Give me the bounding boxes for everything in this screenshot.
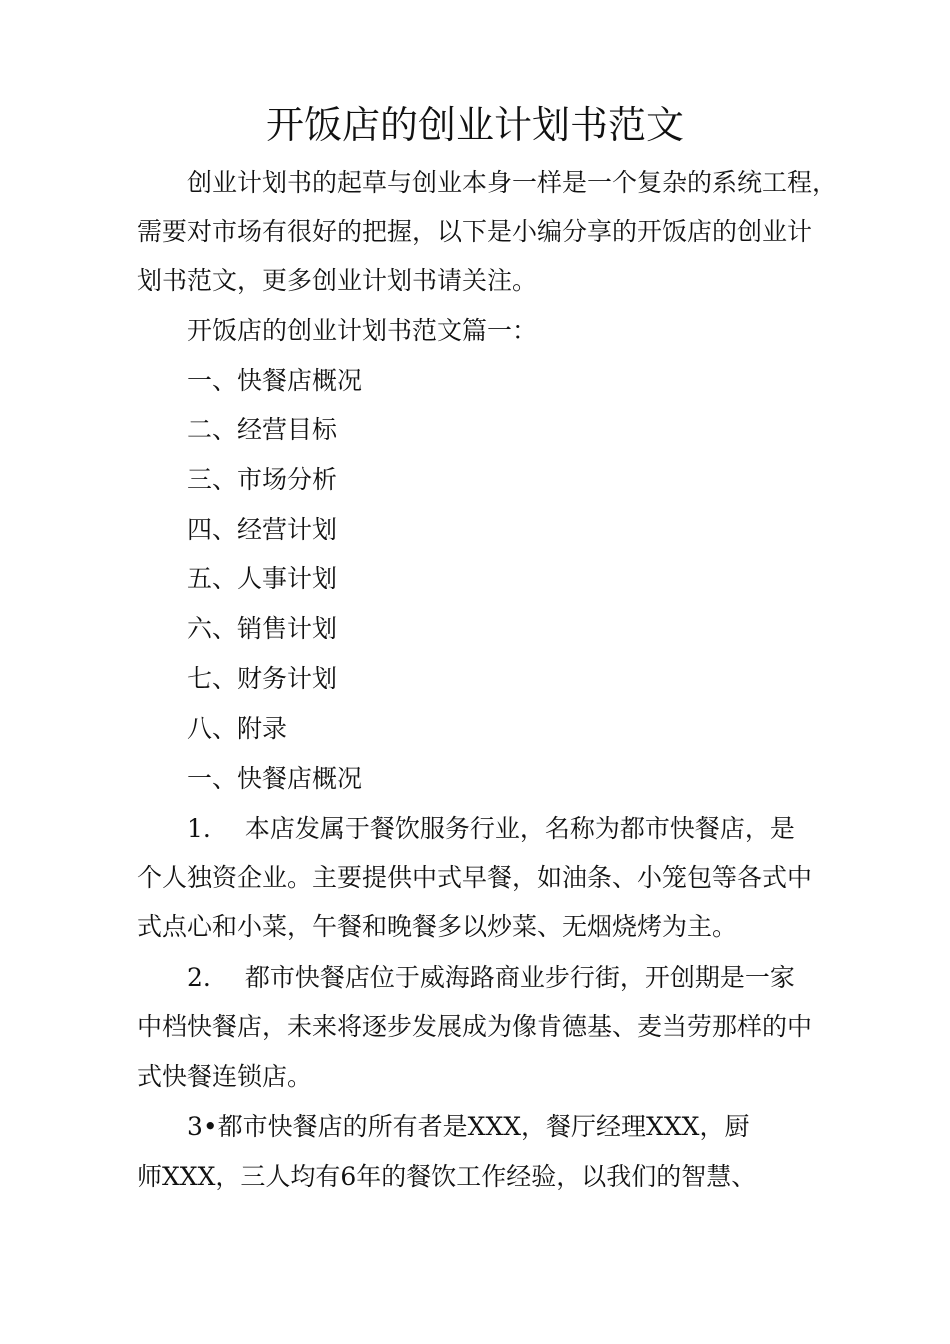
paragraph-line: 创业计划书的起草与创业本身一样是一个复杂的系统工程， xyxy=(187,168,838,197)
outline-item: 六、销售计划 xyxy=(187,614,338,643)
paragraph-line: 式快餐连锁店。 xyxy=(137,1062,313,1091)
outline-item: 一、快餐店概况 xyxy=(187,366,363,395)
document-title: 开饭店的创业计划书范文 xyxy=(265,103,684,147)
item-number: 2. xyxy=(187,963,211,992)
paragraph-line: 中档快餐店，未来将逐步发展成为像肯德基、麦当劳那样的中 xyxy=(137,1012,813,1041)
numbered-paragraph-line xyxy=(187,812,795,846)
paragraph-line: 式点心和小菜，午餐和晚餐多以炒菜、无烟烧烤为主。 xyxy=(137,912,738,941)
outline-item: 七、财务计划 xyxy=(187,664,338,693)
outline-item: 三、市场分析 xyxy=(187,465,338,494)
section-heading: 一、快餐店概况 xyxy=(187,764,363,793)
paragraph-line: 3•都市快餐店的所有者是XXX，餐厅经理XXX，厨 xyxy=(187,1112,750,1141)
outline-item: 二、经营目标 xyxy=(187,415,338,444)
outline-item: 八、附录 xyxy=(187,714,288,743)
section-heading: 开饭店的创业计划书范文篇一： xyxy=(187,316,538,345)
outline-item: 四、经营计划 xyxy=(187,515,338,544)
paragraph-line: 需要对市场有很好的把握，以下是小编分享的开饭店的创业计 xyxy=(137,217,813,246)
item-number: 1. xyxy=(187,814,211,843)
paragraph-text: 都市快餐店位于威海路商业步行街，开创期是一家 xyxy=(244,963,795,992)
outline-item: 五、人事计划 xyxy=(187,564,338,593)
paragraph-line: 个人独资企业。主要提供中式早餐，如油条、小笼包等各式中 xyxy=(137,863,813,892)
numbered-paragraph-line xyxy=(187,961,795,995)
paragraph-line: 师XXX，三人均有6年的餐饮工作经验，以我们的智慧、 xyxy=(137,1162,757,1191)
paragraph-text: 本店发属于餐饮服务行业，名称为都市快餐店，是 xyxy=(244,814,795,843)
paragraph-line: 划书范文，更多创业计划书请关注。 xyxy=(137,266,538,295)
